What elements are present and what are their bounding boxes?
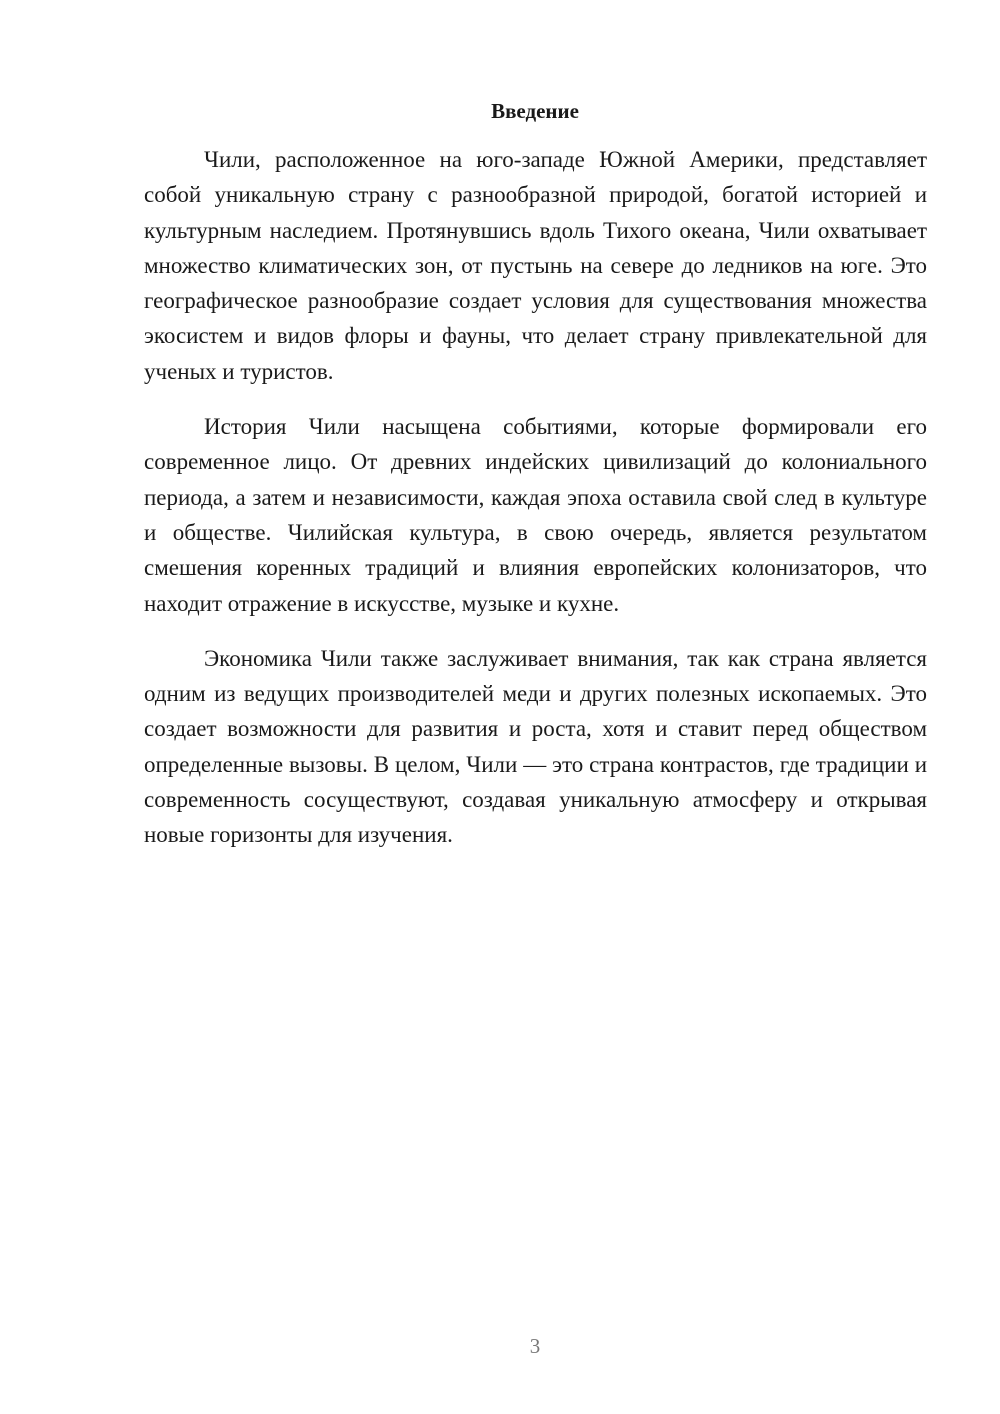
body-text — [144, 142, 927, 873]
paragraph-1: Чили, расположенное на юго-западе Южной Америки, представляет собой уникальную страну с разнообразной природой, богатой историей и культурным наследием. Протянувшись вдоль Тихого океана, Чили охватывает множество климатических зон, от пустынь на севере до ледников на юге. Это географическое разнообразие создает условия для существования множества экосистем и видов флоры и фауны, что делает страну привлекательной для ученых и туристов. — [144, 147, 927, 384]
paragraph-3: Экономика Чили также заслуживает внимания, так как страна является одним из ведущих производителей меди и других полезных ископаемых. Это создает возможности для развития и роста, хотя и ставит перед обществом определенные вызовы. В целом, Чили — это страна контрастов, где традиции и современность сосуществуют, создавая уникальную атмосферу и открывая новые горизонты для изучения. — [144, 645, 927, 848]
page-title: Введение — [491, 99, 579, 123]
paragraph-2: История Чили насыщена событиями, которые формировали его современное лицо. От древних индейских цивилизаций до колониального периода, а затем и независимости, каждая эпоха оставила свой след в культуре и обществе. Чилийская культура, в свою очередь, является результатом смешения коренных традиций и влияния европейских колонизаторов, что находит отражение в искусстве, музыке и кухне. — [144, 414, 927, 616]
page-number: 3 — [529, 1334, 541, 1358]
